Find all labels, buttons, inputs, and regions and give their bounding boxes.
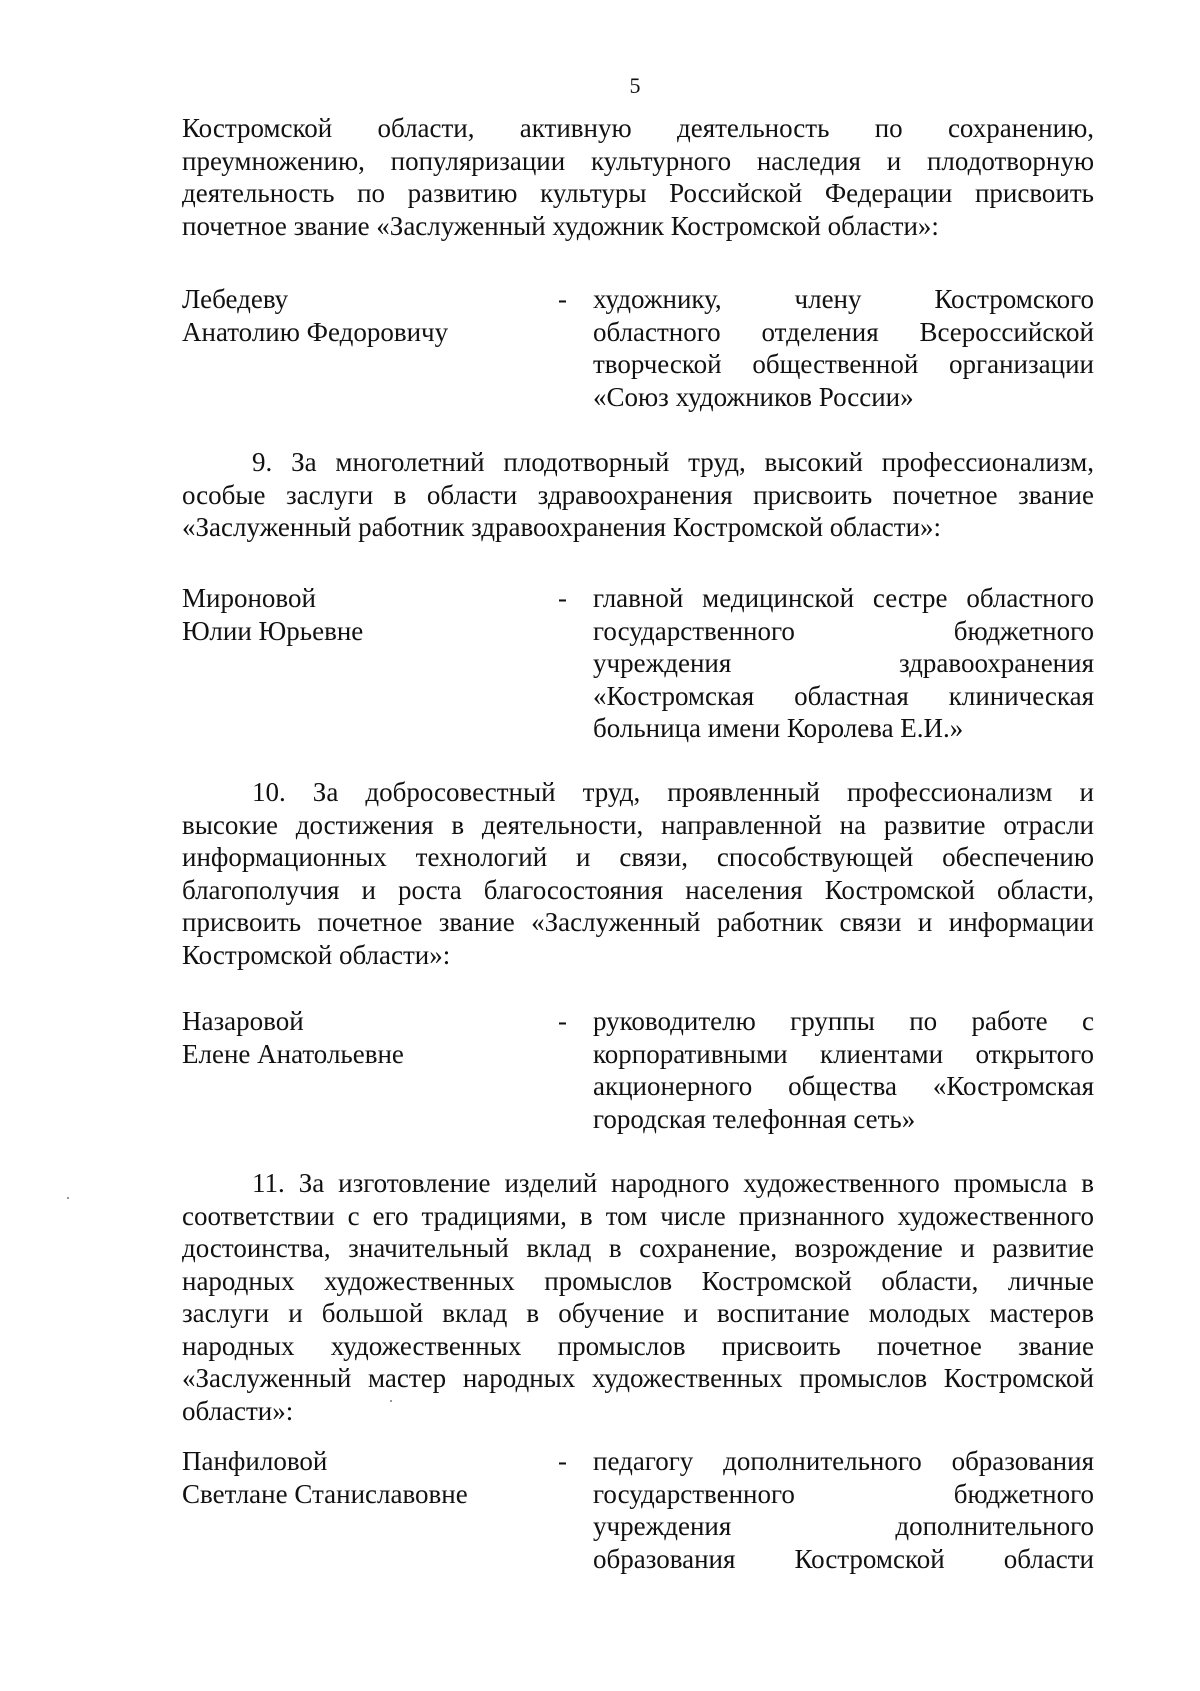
desc-line: городская телефонная сеть»	[593, 1103, 916, 1134]
desc-line: главной медицинской сестре областного	[593, 583, 1094, 613]
text-line: благополучия и роста благосостояния населения Костромской области,	[182, 874, 1094, 905]
awardee-description	[593, 1005, 1094, 1135]
section-9-paragraph	[182, 446, 1094, 544]
awardee-surname: Мироновой	[182, 583, 316, 613]
desc-line: «Костромская областная клиническая	[593, 680, 1094, 711]
text-line: 9. За многолетний плодотворный труд, высокий профессионализм,	[252, 447, 1094, 477]
text-line: «Заслуженный мастер народных художественных промыслов Костромской	[182, 1363, 1094, 1393]
awardee-description	[593, 582, 1094, 745]
text-line: достоинства, значительный вклад в сохранение, возрождение и развитие	[182, 1233, 1094, 1263]
desc-line: руководителю группы по работе с	[593, 1006, 1094, 1036]
text-line: присвоить почетное звание «Заслуженный работник связи и информации	[182, 907, 1094, 937]
awardee-name	[182, 1445, 562, 1510]
awardee-name	[182, 582, 562, 647]
text-line: Костромской области»:	[182, 939, 451, 970]
text-line: деятельность по развитию культуры Российской Федерации присвоить	[182, 178, 1094, 208]
desc-line: педагогу дополнительного образования	[593, 1446, 1094, 1476]
text-line: почетное звание «Заслуженный художник Костромской области»:	[182, 210, 939, 241]
desc-line: больница имени Королева Е.И.»	[593, 713, 964, 743]
text-line: «Заслуженный работник здравоохранения Костромской области»:	[182, 512, 942, 542]
desc-line: учреждения здравоохранения	[593, 648, 1094, 678]
intro-paragraph	[182, 112, 1094, 242]
desc-line: «Союз художников России»	[593, 381, 914, 412]
awardee-surname: Лебедеву	[182, 284, 289, 314]
text-line: соответствии с его традициями, в том числе признанного художественного	[182, 1200, 1094, 1231]
text-line: высокие достижения в деятельности, направленной на развитие отрасли	[182, 809, 1094, 840]
text-line: Костромской области, активную деятельность по сохранению,	[182, 113, 1094, 143]
awardee-given-name: Елене Анатольевне	[182, 1038, 404, 1069]
text-line: информационных технологий и связи, способствующей обеспечению	[182, 842, 1094, 872]
desc-line: художнику, члену Костромского	[593, 284, 1094, 314]
scan-speck	[67, 1197, 69, 1199]
awardee-name	[182, 1005, 562, 1070]
awardee-surname: Панфиловой	[182, 1446, 328, 1476]
desc-line: государственного бюджетного	[593, 615, 1094, 646]
scan-speck	[390, 1400, 392, 1402]
text-line: народных художественных промыслов Костромской области, личные	[182, 1265, 1094, 1296]
desc-line: государственного бюджетного	[593, 1478, 1094, 1509]
desc-line: корпоративными клиентами открытого	[593, 1038, 1094, 1069]
awardee-surname: Назаровой	[182, 1006, 304, 1036]
desc-line: учреждения дополнительного	[593, 1511, 1094, 1541]
desc-line: областного отделения Всероссийской	[593, 316, 1094, 347]
awardee-description	[593, 1445, 1094, 1575]
text-line: 10. За добросовестный труд, проявленный профессионализм и	[252, 777, 1094, 807]
page-number: 5	[629, 73, 641, 98]
dash-separator: -	[558, 1446, 567, 1476]
desc-line: образования Костромской области	[593, 1543, 1094, 1574]
awardee-given-name: Анатолию Федоровичу	[182, 316, 449, 347]
section-11-paragraph	[182, 1167, 1094, 1427]
awardee-given-name: Светлане Станиславовне	[182, 1478, 468, 1509]
desc-line: творческой общественной организации	[593, 349, 1094, 379]
text-line: заслуги и большой вклад в обучение и воспитание молодых мастеров	[182, 1298, 1094, 1328]
dash-separator: -	[558, 1006, 567, 1036]
dash-separator: -	[558, 583, 567, 613]
text-line: 11. За изготовление изделий народного художественного промысла в	[252, 1168, 1094, 1198]
awardee-given-name: Юлии Юрьевне	[182, 615, 364, 646]
section-10-paragraph	[182, 776, 1094, 971]
text-line: преумножению, популяризации культурного наследия и плодотворную	[182, 145, 1094, 176]
text-line: особые заслуги в области здравоохранения присвоить почетное звание	[182, 479, 1094, 510]
awardee-description	[593, 283, 1094, 413]
desc-line: акционерного общества «Костромская	[593, 1071, 1094, 1101]
dash-separator: -	[558, 284, 567, 314]
awardee-name	[182, 283, 562, 348]
text-line: области»:	[182, 1395, 294, 1426]
text-line: народных художественных промыслов присвоить почетное звание	[182, 1330, 1094, 1361]
